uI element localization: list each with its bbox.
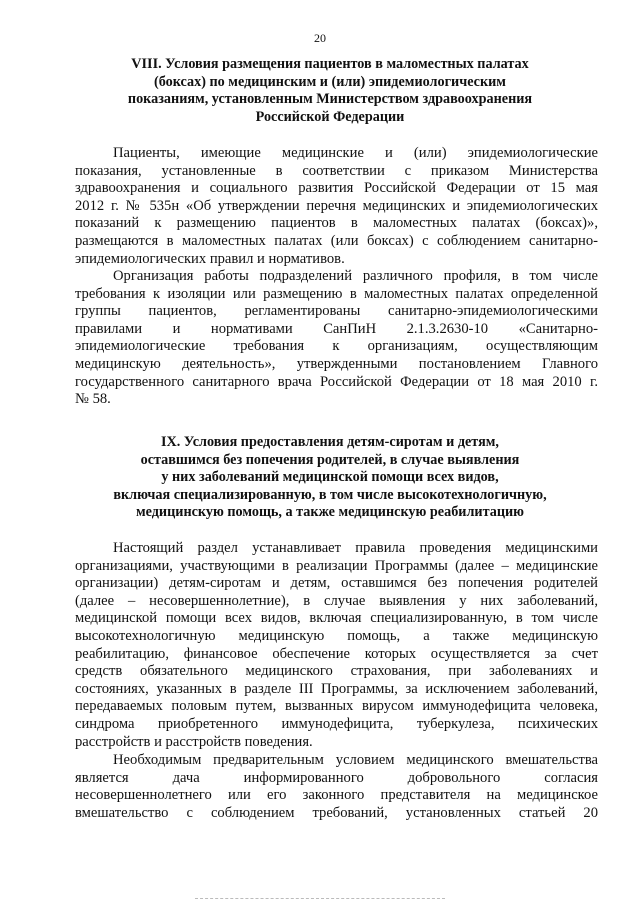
heading-line: показаниям, установленным Министерством здравоохранения <box>127 91 533 107</box>
text-line: состояниях, указанных в разделе III Программы, за исключением заболеваний, <box>75 680 598 697</box>
heading-line: (боксах) по медицинским и (или) эпидемиологическим <box>154 73 506 90</box>
heading-line: медицинскую помощь, а также медицинскую реабилитацию <box>135 504 525 520</box>
text-line: требования к изоляции или размещению в маломестных палатах определенной <box>75 285 598 302</box>
text-line: медицинскую деятельность», утвержденными постановлением Главного <box>75 355 598 372</box>
text-line: группы пациентов, регламентированы санитарно-эпидемиологическими <box>75 303 598 320</box>
text-line: является дача информированного добровольного согласия <box>75 769 598 786</box>
text-line: Организация работы подразделений различного профиля, в том числе <box>113 268 598 284</box>
text-line: эпидемиологических правил и нормативов. <box>75 250 345 267</box>
text-line: медицинской помощи всех видов, включая специализированную, в том числе <box>75 610 598 627</box>
text-line: здравоохранения и социального развития Российской Федерации от 15 мая <box>75 180 598 197</box>
text-line: Пациенты, имеющие медицинские и (или) эпидемиологические <box>113 145 598 161</box>
heading-line: оставшимся без попечения родителей, в случае выявления <box>140 451 520 468</box>
section-8-paragraph-1 <box>75 145 598 268</box>
text-line: вмешательство с соблюдением требований, установленных статьей 20 <box>75 804 598 821</box>
text-line: организации) детям-сиротам и детям, оставшимся без попечения родителей <box>75 575 598 592</box>
text-line: реабилитацию, финансовое обеспечение которых осуществляется за счет <box>75 645 598 662</box>
text-line: государственного санитарного врача Российской Федерации от 18 мая 2010 г. <box>75 373 598 390</box>
heading-line: включая специализированную, в том числе высокотехнологичную, <box>113 486 547 503</box>
section-9-paragraph-1 <box>75 540 598 751</box>
scan-edge-divider <box>195 898 445 902</box>
section-9-paragraph-2 <box>75 752 598 822</box>
text-line: несовершеннолетнего или его законного представителя на медицинское <box>75 787 598 804</box>
text-line: передаваемых половым путем, вызванных вирусом иммунодефицита человека, <box>75 698 598 715</box>
text-line: размещаются в маломестных палатах (или боксах) с соблюдением санитарно- <box>75 232 598 249</box>
heading-line: VIII. Условия размещения пациентов в маломестных палатах <box>131 56 529 72</box>
text-line: показаний к размещению пациентов в маломестных палатах (боксах)», <box>75 215 598 232</box>
text-line: синдрома приобретенного иммунодефицита, туберкулеза, психических <box>75 715 598 732</box>
text-line: Необходимым предварительным условием медицинского вмешательства <box>113 752 598 768</box>
page-number: 20 <box>314 31 326 45</box>
section-8-paragraph-2 <box>75 268 598 409</box>
heading-line: IX. Условия предоставления детям-сиротам и детям, <box>161 434 499 450</box>
text-line: высокотехнологичную медицинскую помощь, а также медицинскую <box>75 627 598 644</box>
text-line: правилами и нормативами СанПиН 2.1.3.2630-10 «Санитарно- <box>75 320 598 337</box>
text-line: эпидемиологические требования к организациям, осуществляющим <box>75 338 598 355</box>
text-line: средств обязательного медицинского страхования, при заболеваниях и <box>75 663 598 680</box>
heading-line: Российской Федерации <box>255 108 405 125</box>
text-line: организациями, участвующими в реализации Программы (далее – медицинские <box>75 557 598 574</box>
text-line: (далее – несовершеннолетние), в случае выявления у них заболеваний, <box>75 592 598 609</box>
text-line: Настоящий раздел устанавливает правила проведения медицинскими <box>113 540 598 556</box>
text-line: расстройств и расстройств поведения. <box>75 733 313 750</box>
text-line: 2012 г. № 535н «Об утверждении перечня медицинских и эпидемиологических <box>75 197 598 214</box>
section-9-heading <box>60 434 600 522</box>
heading-line: у них заболеваний медицинской помощи всех видов, <box>161 469 499 485</box>
text-line: показания, установленные в соответствии с приказом Министерства <box>75 162 598 179</box>
section-8-heading <box>60 56 600 126</box>
text-line: № 58. <box>75 391 111 408</box>
